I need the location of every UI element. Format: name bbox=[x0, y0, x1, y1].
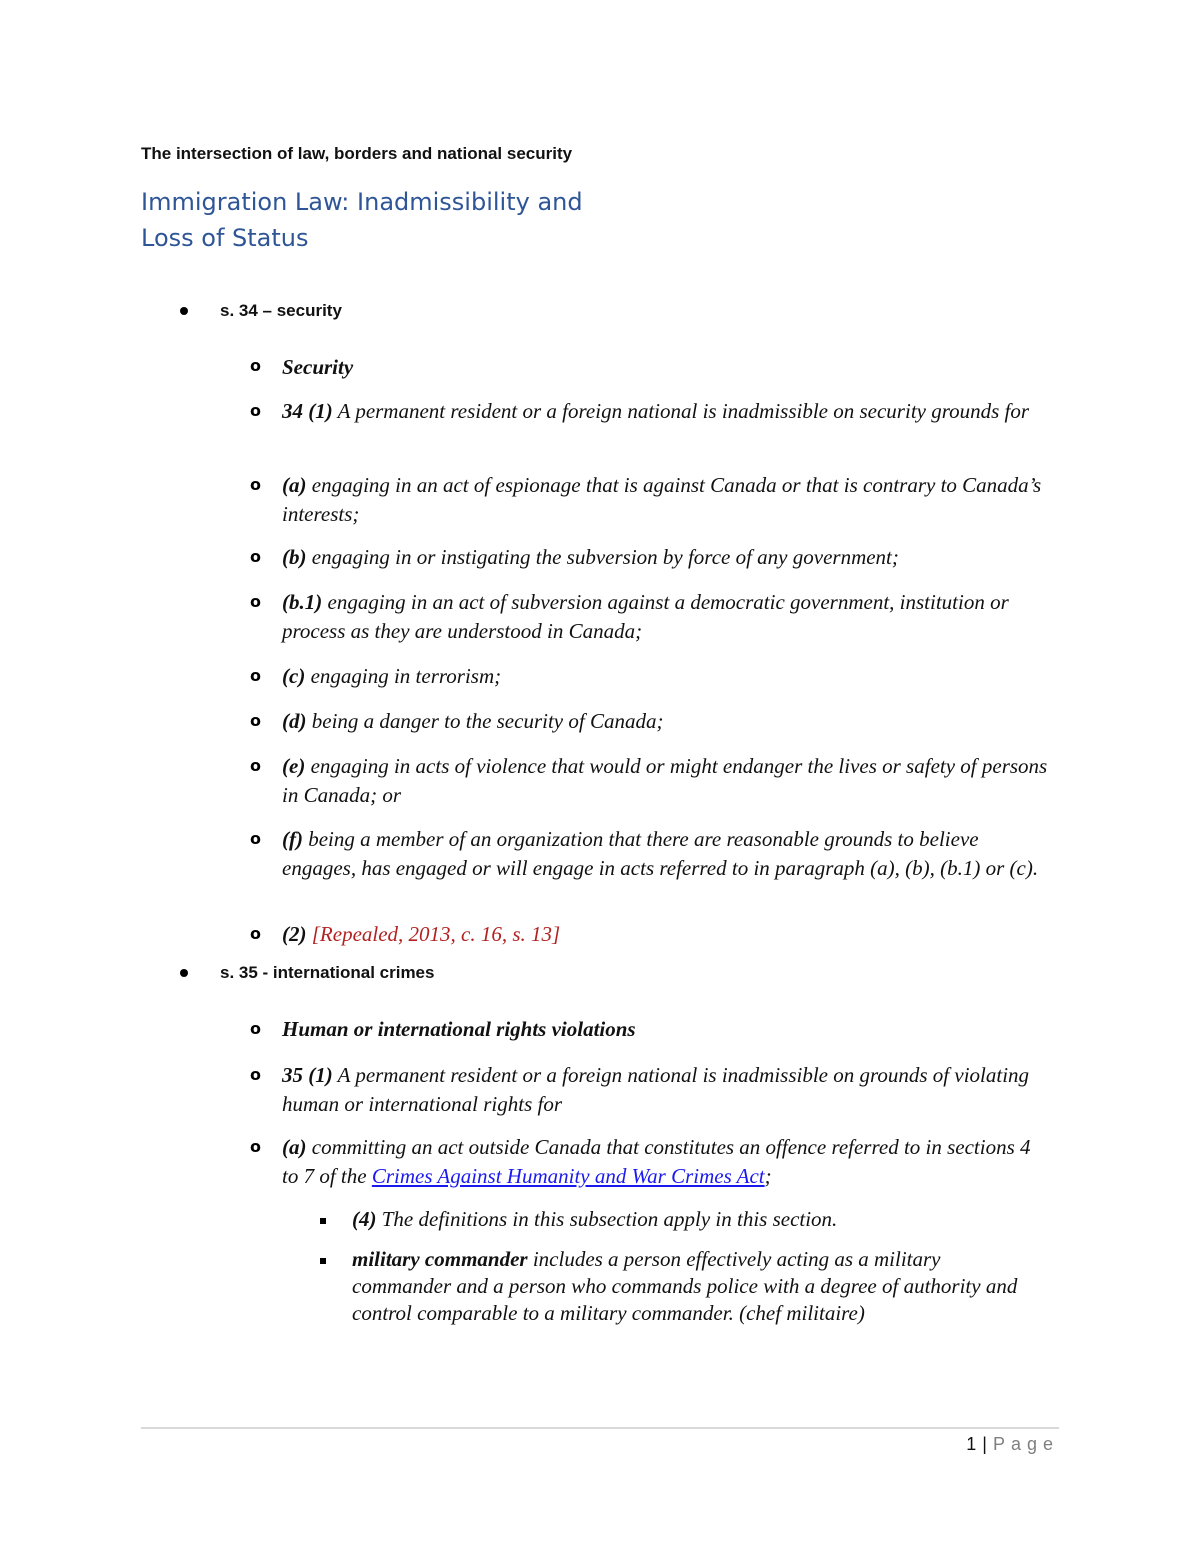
item-heading: Security bbox=[282, 355, 354, 379]
item-text: engaging in an act of subversion against a democratic government, institution or process as they are understood in Canada; bbox=[282, 590, 1009, 643]
item-ref: (d) bbox=[282, 709, 307, 733]
item-ref: (b.1) bbox=[282, 590, 323, 614]
hollow-bullet-icon: o bbox=[250, 1137, 261, 1156]
hollow-bullet-icon: o bbox=[250, 756, 261, 775]
title-line-2: Loss of Status bbox=[141, 224, 309, 252]
hollow-bullet-icon: o bbox=[250, 924, 261, 943]
item-text: A permanent resident or a foreign national is inadmissible on grounds of violating human or international rights for bbox=[282, 1063, 1030, 1116]
page-number: 1 bbox=[966, 1434, 977, 1454]
hollow-bullet-icon: o bbox=[250, 1019, 261, 1038]
section-label-s34: s. 34 – security bbox=[220, 301, 342, 320]
hollow-bullet-icon: o bbox=[250, 547, 261, 566]
hollow-bullet-icon: o bbox=[250, 829, 261, 848]
item-ref: (4) bbox=[352, 1207, 377, 1231]
page-footer bbox=[966, 1434, 1059, 1455]
item-heading: Human or international rights violations bbox=[282, 1017, 636, 1041]
item-ref: (a) bbox=[282, 473, 307, 497]
item-text: engaging in terrorism; bbox=[305, 664, 502, 688]
square-bullet-icon bbox=[320, 1218, 326, 1224]
item-ref: (e) bbox=[282, 754, 306, 778]
item-ref: (a) bbox=[282, 1135, 307, 1159]
page-label: Page bbox=[992, 1434, 1059, 1454]
item-text: committing an act outside Canada that constitutes an offence referred to in sections 4 to 7 of the bbox=[282, 1135, 1031, 1188]
document-title bbox=[141, 184, 583, 256]
item-ref: 35 (1) bbox=[282, 1063, 333, 1087]
item-text: includes a person effectively acting as a military commander and a person who commands police with a degree of authority and control comparable to a military commander. (chef militaire) bbox=[352, 1247, 1018, 1325]
hollow-bullet-icon: o bbox=[250, 592, 261, 611]
item-ref: (c) bbox=[282, 664, 306, 688]
act-link[interactable]: Crimes Against Humanity and War Crimes Act bbox=[371, 1164, 765, 1188]
item-ref: (f) bbox=[282, 827, 303, 851]
section-label-s35: s. 35 - international crimes bbox=[220, 963, 435, 982]
item-text: engaging in an act of espionage that is against Canada or that is contrary to Canada’s interests; bbox=[282, 473, 1042, 526]
hollow-bullet-icon: o bbox=[250, 1065, 261, 1084]
item-text: engaging in acts of violence that would or might endanger the lives or safety of persons in Canada; or bbox=[282, 754, 1048, 807]
item-text: being a danger to the security of Canada; bbox=[306, 709, 664, 733]
footer-separator: | bbox=[982, 1434, 987, 1454]
repealed-note: [Repealed, 2013, c. 16, s. 13] bbox=[306, 922, 561, 946]
footer-divider bbox=[141, 1427, 1059, 1429]
item-text: The definitions in this subsection apply in this section. bbox=[376, 1207, 838, 1231]
item-text: being a member of an organization that there are reasonable grounds to believe engages, has engaged or will engage in acts referred to in paragraph (a), (b), (b.1) or (c). bbox=[282, 827, 1039, 880]
hollow-bullet-icon: o bbox=[250, 711, 261, 730]
title-line-1: Immigration Law: Inadmissibility and bbox=[141, 188, 583, 216]
hollow-bullet-icon: o bbox=[250, 356, 261, 375]
item-text-end: ; bbox=[764, 1164, 772, 1188]
square-bullet-icon bbox=[320, 1258, 326, 1264]
section-bullet bbox=[180, 307, 188, 315]
defined-term: military commander bbox=[352, 1247, 528, 1271]
item-ref: (2) bbox=[282, 922, 307, 946]
hollow-bullet-icon: o bbox=[250, 475, 261, 494]
item-ref: 34 (1) bbox=[282, 399, 333, 423]
item-text: engaging in or instigating the subversion by force of any government; bbox=[306, 545, 899, 569]
hollow-bullet-icon: o bbox=[250, 666, 261, 685]
section-bullet bbox=[180, 969, 188, 977]
item-text: A permanent resident or a foreign national is inadmissible on security grounds for bbox=[332, 399, 1030, 423]
document-subtitle: The intersection of law, borders and national security bbox=[141, 144, 573, 163]
item-ref: (b) bbox=[282, 545, 307, 569]
hollow-bullet-icon: o bbox=[250, 401, 261, 420]
